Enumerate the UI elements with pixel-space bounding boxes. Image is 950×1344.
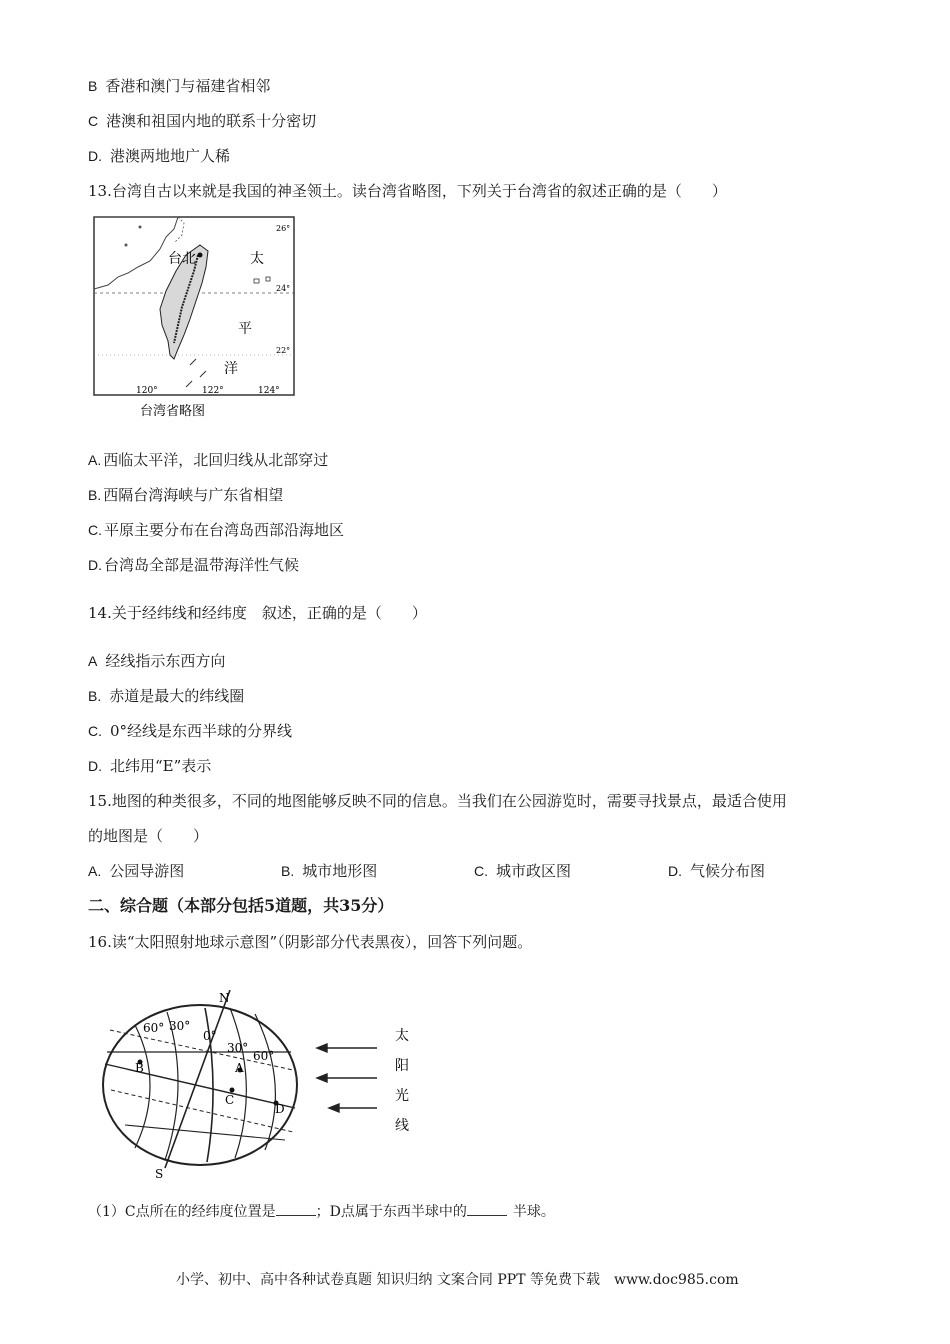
map-label-tai: 太 bbox=[250, 251, 264, 267]
option-label: C. bbox=[88, 723, 102, 739]
option-label: D. bbox=[88, 148, 102, 164]
sun-text: 阳 bbox=[395, 1058, 409, 1074]
option-text: 平原主要分布在台湾岛西部沿海地区 bbox=[104, 521, 345, 539]
taiwan-map bbox=[90, 215, 300, 425]
option-label: B bbox=[88, 78, 98, 94]
q14-option-d bbox=[88, 756, 211, 776]
q12-option-b bbox=[88, 76, 270, 96]
q13-option-a bbox=[88, 450, 328, 470]
option-text: 西临太平洋，北回归线从北部穿过 bbox=[103, 451, 329, 469]
option-text: 城市政区图 bbox=[496, 862, 572, 880]
degree-label: 30° bbox=[169, 1019, 191, 1033]
map-label-yang: 洋 bbox=[224, 361, 238, 377]
option-label: A bbox=[88, 653, 98, 669]
lat-tick: 24° bbox=[276, 284, 291, 293]
option-text: 香港和澳门与福建省相邻 bbox=[105, 77, 271, 95]
q14-option-a bbox=[88, 651, 225, 671]
q16-stem: 16.读“太阳照射地球示意图”（阴影部分代表黑夜），回答下列问题。 bbox=[88, 933, 533, 951]
q14-option-b bbox=[88, 686, 244, 706]
option-label: D. bbox=[88, 557, 102, 573]
option-label: B. bbox=[88, 688, 102, 704]
lon-tick: 124° bbox=[258, 386, 280, 396]
option-text: 港澳和祖国内地的联系十分密切 bbox=[106, 112, 317, 130]
option-label: C. bbox=[474, 863, 488, 879]
option-text: 0°经线是东西半球的分界线 bbox=[110, 722, 293, 740]
q15-option-a bbox=[88, 861, 184, 881]
q15-option-d bbox=[668, 861, 765, 881]
q14-stem: 14.关于经纬线和经纬度 叙述，正确的是（ ） bbox=[88, 604, 427, 622]
q16-subquestion-1 bbox=[88, 1201, 555, 1222]
label-b: B bbox=[135, 1061, 144, 1075]
option-text: 台湾岛全部是温带海洋性气候 bbox=[104, 556, 300, 574]
q15-option-b bbox=[281, 861, 377, 881]
taipei-dot bbox=[198, 253, 203, 258]
sub1-text: （1）C点所在的经纬度位置是 bbox=[88, 1204, 276, 1220]
q13-option-d bbox=[88, 555, 299, 575]
option-label: A. bbox=[88, 452, 102, 468]
map-label-taipei: 台北 bbox=[168, 251, 196, 267]
map-caption: 台湾省略图 bbox=[140, 404, 206, 419]
option-label: C bbox=[88, 113, 99, 129]
label-n: N bbox=[219, 991, 230, 1005]
sun-text: 光 bbox=[395, 1088, 409, 1104]
lat-tick: 22° bbox=[276, 346, 291, 355]
q13-option-b bbox=[88, 485, 283, 505]
degree-label: 0° bbox=[203, 1029, 217, 1043]
option-text: 北纬用“E”表示 bbox=[110, 757, 212, 775]
q15-stem-line1: 15.地图的种类很多，不同的地图能够反映不同的信息。当我们在公园游览时，需要寻找景点，最适合使用 bbox=[88, 792, 787, 810]
option-text: 赤道是最大的纬线圈 bbox=[109, 687, 245, 705]
option-label: A. bbox=[88, 863, 102, 879]
option-label: D. bbox=[88, 758, 102, 774]
q12-option-c bbox=[88, 111, 316, 131]
sub1-text: 半球。 bbox=[512, 1204, 555, 1220]
option-text: 城市地形图 bbox=[302, 862, 378, 880]
label-s: S bbox=[155, 1167, 164, 1180]
option-label: B. bbox=[281, 863, 295, 879]
map-label-ping: 平 bbox=[238, 321, 252, 337]
footer: 小学、初中、高中各种试卷真题 知识归纳 文案合同 PPT 等免费下载 www.doc985.com bbox=[176, 1272, 739, 1288]
q15-stem-line2: 的地图是（ ） bbox=[88, 827, 209, 845]
lon-tick: 122° bbox=[202, 386, 224, 396]
option-text: 经线指示东西方向 bbox=[105, 652, 226, 670]
option-text: 港澳两地地广人稀 bbox=[110, 147, 231, 165]
option-text: 西隔台湾海峡与广东省相望 bbox=[103, 486, 284, 504]
degree-label: 60° bbox=[143, 1021, 165, 1035]
option-text: 公园导游图 bbox=[109, 862, 185, 880]
label-a: A bbox=[235, 1061, 244, 1075]
option-label: C. bbox=[88, 522, 102, 538]
q13-stem: 13.台湾自古以来就是我国的神圣领土。读台湾省略图，下列关于台湾省的叙述正确的是（ ） bbox=[88, 182, 727, 200]
label-c: C bbox=[225, 1093, 235, 1107]
option-label: B. bbox=[88, 487, 102, 503]
answer-blank[interactable] bbox=[276, 1201, 316, 1216]
option-text: 气候分布图 bbox=[690, 862, 766, 880]
q12-option-d bbox=[88, 146, 230, 166]
sun-text: 太 bbox=[395, 1028, 409, 1044]
degree-label: 30° bbox=[227, 1041, 249, 1055]
lat-tick: 26° bbox=[276, 224, 291, 233]
q13-option-c bbox=[88, 520, 344, 540]
section-title: 二、综合题（本部分包括5道题，共35分） bbox=[88, 896, 394, 915]
sun-earth-diagram bbox=[95, 990, 435, 1180]
q14-option-c bbox=[88, 721, 292, 741]
answer-blank[interactable] bbox=[467, 1201, 507, 1216]
label-d: D bbox=[275, 1102, 285, 1116]
q15-option-c bbox=[474, 861, 571, 881]
degree-label: 60° bbox=[253, 1049, 275, 1063]
lon-tick: 120° bbox=[136, 386, 158, 396]
sun-text: 线 bbox=[395, 1118, 409, 1134]
option-label: D. bbox=[668, 863, 682, 879]
sub1-text: ；D点属于东西半球中的 bbox=[315, 1204, 467, 1220]
